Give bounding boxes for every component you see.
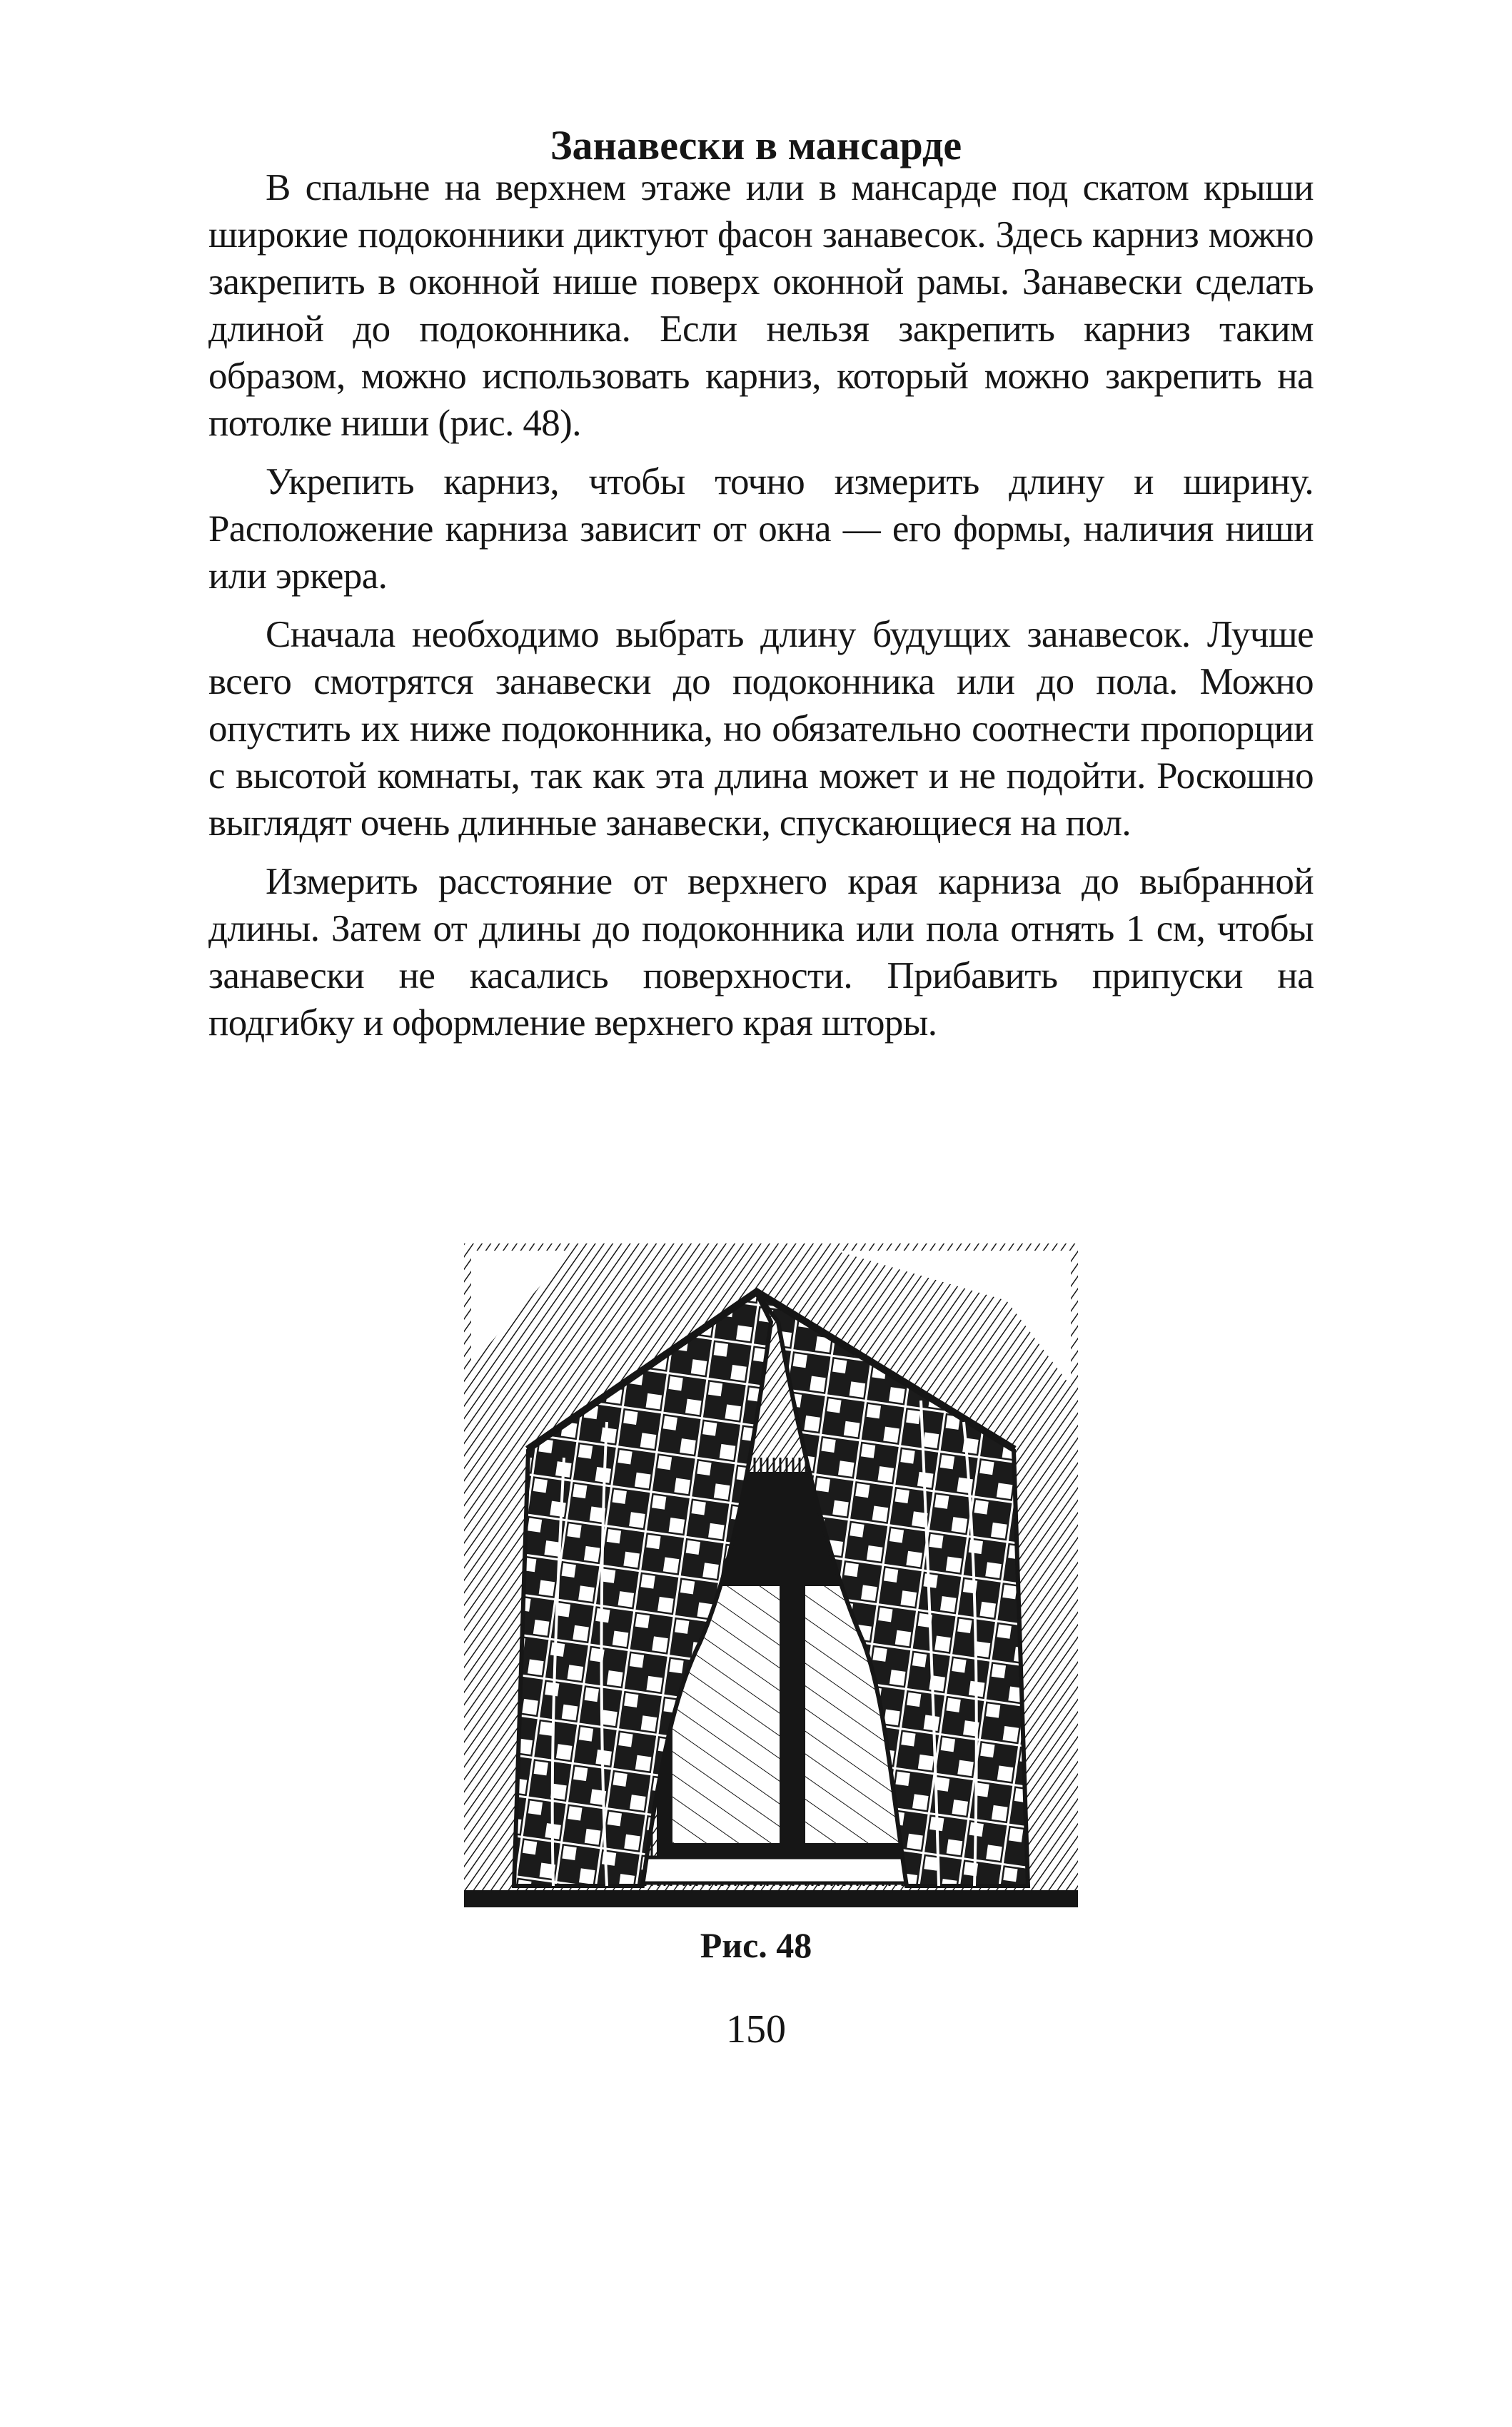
paragraph: Укрепить карниз, чтобы точно измерить длину и ширину. Расположение карниза зависит от окна — его формы, наличия ниши или эркера. (208, 461, 1314, 597)
page-number: 150 (726, 2007, 786, 2052)
paragraph: В спальне на верхнем этаже или в мансарде под скатом крыши широкие подоконники диктуют фасон занавесок. Здесь карниз можно закрепить в оконной нише поверх оконной рамы. Занавески сделать длиной до подоконника. Если нельзя закрепить карниз таким образом, можно использовать карниз, который можно закрепить на потолке ниши (рис. 48). (208, 167, 1314, 444)
paragraph: Сначала необходимо выбрать длину будущих занавесок. Лучше всего смотрятся занавески до подоконника или до пола. Можно опустить их ниже подоконника, но обязательно соотнести пропорции с высотой комнаты, так как эта длина может и не подойти. Роскошно выглядят очень длинные занавески, спускающиеся на пол. (208, 614, 1314, 844)
figure-caption: Рис. 48 (700, 1925, 812, 1965)
page-title: Занавески в мансарде (550, 121, 962, 168)
body-text (208, 164, 1314, 1058)
paragraph: Измерить расстояние от верхнего края карниза до выбранной длины. Затем от длины до подоконника или пола отнять 1 см, чтобы занавески не касались поверхности. Прибавить припуски на подгибку и оформление верхнего края шторы. (208, 861, 1314, 1044)
figure-48-illustration (464, 1243, 1078, 1907)
window-curtains-illustration (464, 1243, 1078, 1907)
floor-line (464, 1890, 1078, 1907)
